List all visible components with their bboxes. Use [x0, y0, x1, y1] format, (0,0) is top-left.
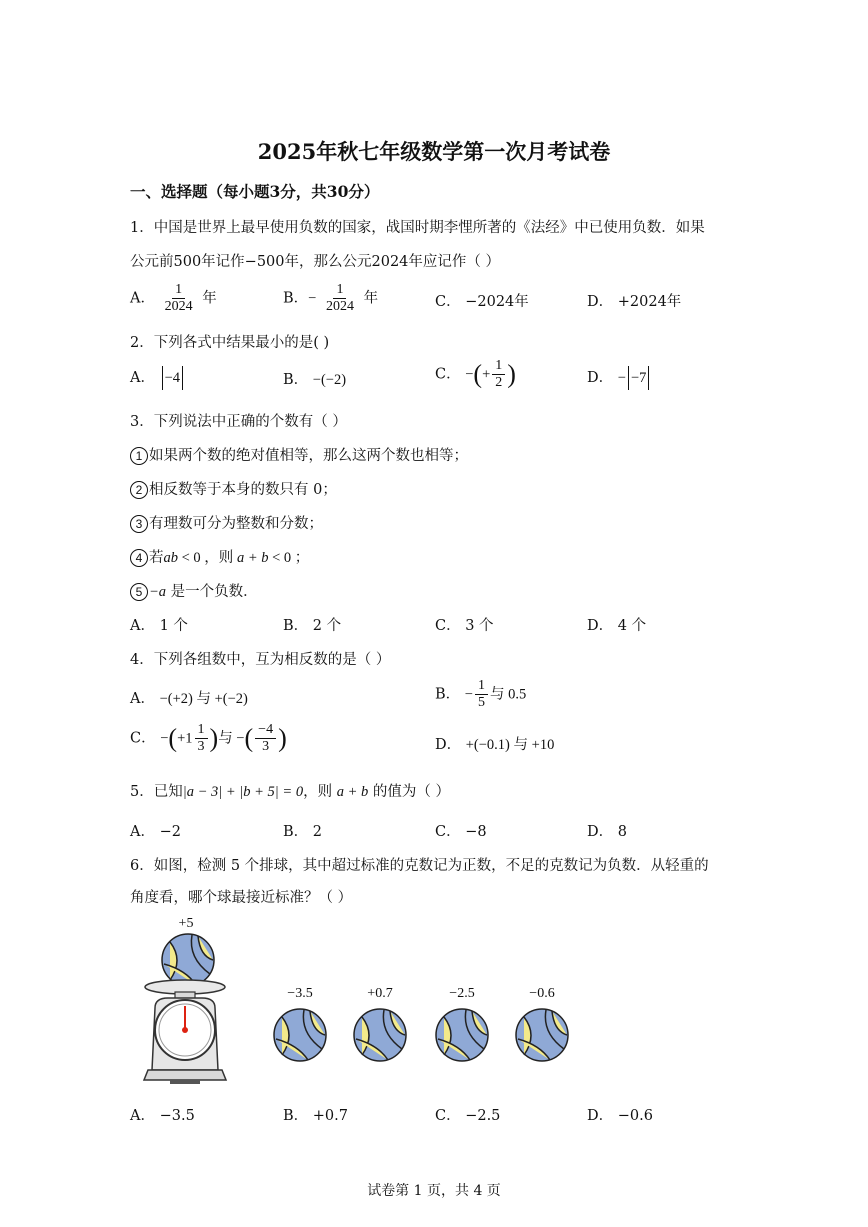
denominator: 3: [262, 739, 270, 754]
statement-text: 有理数可分为整数和分数；: [149, 516, 323, 532]
option-text: −7: [630, 370, 647, 386]
section-heading: 一、选择题（每小题3分，共30分）: [130, 182, 380, 201]
q1-option-a: [130, 282, 217, 315]
q5-option-d: D． 8: [587, 824, 627, 840]
sign: −: [464, 686, 473, 703]
q4-option-c: [130, 722, 287, 755]
circled-number: 3: [130, 515, 148, 533]
q3-option-a: A． 1 个: [130, 618, 188, 634]
scale-with-ball-figure: [140, 930, 240, 1095]
q4-option-d: [435, 733, 554, 754]
statement-text: 是一个负数．: [166, 584, 258, 600]
statement-text: < 0 ，则: [178, 550, 237, 566]
q1-option-b: [283, 282, 378, 315]
q3-statement-1: [130, 444, 468, 465]
denominator: 2024: [325, 299, 354, 314]
denominator: 2024: [164, 299, 193, 314]
q6-option-c: C． −2.5: [435, 1108, 501, 1124]
paren-open: (: [168, 723, 178, 753]
statement-text: 相反数等于本身的数只有 0；: [149, 482, 337, 498]
page-footer: 试卷第 1 页，共 4 页: [367, 1183, 501, 1199]
volleyball-4: [516, 1009, 568, 1061]
paren-close: ): [209, 723, 219, 753]
q2-option-c: [435, 358, 516, 391]
option-text: −4: [164, 370, 181, 386]
statement-text: 若: [149, 550, 164, 566]
option-label: A．: [130, 691, 155, 707]
fraction: [323, 282, 357, 315]
volleyball-3: [436, 1009, 488, 1061]
denominator: 5: [477, 695, 485, 710]
q1-stem-line1: 1．中国是世界上最早使用负数的国家，战国时期李悝所著的《法经》中已使用负数．如果: [130, 220, 705, 236]
q5-option-c: C． −8: [435, 824, 487, 840]
q4-option-a: [130, 687, 248, 708]
numerator: −4: [255, 722, 276, 739]
option-label: D．: [435, 737, 462, 753]
volleyballs-row: [270, 1005, 590, 1065]
scale-ball-label: +5: [178, 916, 194, 931]
page-title: 2025年秋七年级数学第一次月考试卷: [257, 139, 611, 164]
circled-number: 1: [130, 447, 148, 465]
q6-option-b: B． +0.7: [283, 1108, 348, 1124]
ball-3-label: −2.5: [449, 986, 475, 1001]
denominator: 3: [197, 739, 205, 754]
fraction: [162, 282, 196, 315]
circled-number: 2: [130, 481, 148, 499]
q3-statement-5: [130, 580, 258, 601]
numerator: 1: [172, 282, 185, 299]
option-label: D．: [587, 370, 614, 386]
paren-close: ): [507, 359, 516, 389]
fraction: [195, 722, 208, 755]
option-text: −(+2) 与 +(−2): [159, 691, 248, 707]
q3-statement-4: [130, 546, 309, 567]
option-text: −2024年: [465, 294, 529, 310]
option-label: C．: [130, 730, 156, 747]
q6-option-a: A． −3.5: [130, 1108, 195, 1124]
abs-bar: [182, 366, 183, 390]
q1-stem-line2: 公元前500年记作−500年，那么公元2024年应记作（ ）: [130, 254, 501, 270]
math-expr: a + b: [336, 784, 369, 800]
q6-stem-line1: 6．如图，检测 5 个排球，其中超过标准的克数记为正数，不足的克数记为负数．从轻重的: [130, 858, 709, 874]
fraction: [492, 358, 505, 391]
q6-stem-line2: 角度看，哪个球最接近标准？（ ）: [130, 890, 353, 906]
q4-stem: 4．下列各组数中，互为相反数的是（ ）: [130, 652, 391, 668]
unit: 年: [202, 290, 217, 307]
q5-option-a: A． −2: [130, 824, 181, 840]
stem-text: 的值为（ ）: [368, 784, 450, 800]
option-label: A．: [130, 290, 155, 307]
option-label: C．: [435, 366, 461, 383]
q5-option-b: B． 2: [283, 824, 322, 840]
fraction: [475, 678, 488, 711]
q3-stem: 3．下列说法中正确的个数有（ ）: [130, 414, 347, 430]
option-label: A．: [130, 370, 155, 386]
abs-bar: [162, 366, 163, 390]
option-text: 与 −: [218, 730, 245, 747]
paren-close: ): [278, 723, 287, 753]
q3-statement-3: [130, 512, 323, 533]
abs-bar: [648, 366, 649, 390]
option-label: B．: [283, 290, 309, 307]
q1-option-c: [435, 290, 529, 311]
option-label: D．: [587, 294, 614, 310]
option-text: +(−0.1) 与 +10: [465, 737, 555, 753]
q2-option-a: [130, 366, 185, 390]
option-label: B．: [435, 686, 461, 703]
ball-1-label: −3.5: [287, 986, 313, 1001]
ball-2-label: +0.7: [367, 986, 393, 1001]
circled-number: 4: [130, 549, 148, 567]
math-expr: |a − 3| + |b + 5| = 0: [182, 784, 304, 800]
volleyball-on-scale: [162, 934, 214, 986]
math-expr: −a: [149, 584, 167, 600]
q2-stem: 2．下列各式中结果最小的是( ): [130, 335, 330, 351]
denominator: 2: [495, 375, 503, 390]
statement-text: 如果两个数的绝对值相等，那么这两个数也相等；: [149, 448, 468, 464]
option-text: −(−2): [312, 372, 347, 388]
q2-option-b: [283, 368, 346, 389]
abs-bar: [628, 366, 629, 390]
integer-part: +1: [177, 730, 193, 747]
q1-option-d: [587, 290, 681, 311]
paren-open: (: [244, 723, 254, 753]
volleyball-2: [354, 1009, 406, 1061]
q6-option-d: D． −0.6: [587, 1108, 653, 1124]
option-text: 与 0.5: [489, 686, 527, 703]
q4-option-b: [435, 678, 526, 711]
circled-number: 5: [130, 583, 148, 601]
paren-open: (: [473, 359, 483, 389]
sign: −: [308, 290, 317, 307]
volleyball-1: [274, 1009, 326, 1061]
option-label: C．: [435, 294, 461, 310]
math-expr: a + b: [236, 550, 269, 566]
sign: +: [482, 366, 491, 383]
q3-statement-2: [130, 478, 337, 499]
statement-text: < 0 ；: [268, 550, 310, 566]
option-text: +2024年: [617, 294, 682, 310]
math-expr: ab: [163, 550, 178, 566]
q3-option-d: D． 4 个: [587, 618, 647, 634]
sign: −: [617, 370, 626, 386]
sign: −: [160, 730, 169, 747]
stem-text: 5．已知: [130, 784, 183, 800]
numerator: 1: [475, 678, 488, 695]
sign: −: [465, 366, 474, 383]
q5-stem: [130, 780, 450, 801]
stem-text: ，则: [303, 784, 337, 800]
option-label: B．: [283, 372, 309, 388]
weighing-scale: [144, 980, 226, 1084]
q3-option-c: C． 3 个: [435, 618, 494, 634]
numerator: 1: [492, 358, 505, 375]
q2-option-d: [587, 366, 651, 390]
numerator: 1: [195, 722, 208, 739]
ball-4-label: −0.6: [529, 986, 555, 1001]
numerator: 1: [333, 282, 346, 299]
fraction: [255, 722, 276, 755]
q3-option-b: B． 2 个: [283, 618, 342, 634]
unit: 年: [363, 290, 379, 307]
